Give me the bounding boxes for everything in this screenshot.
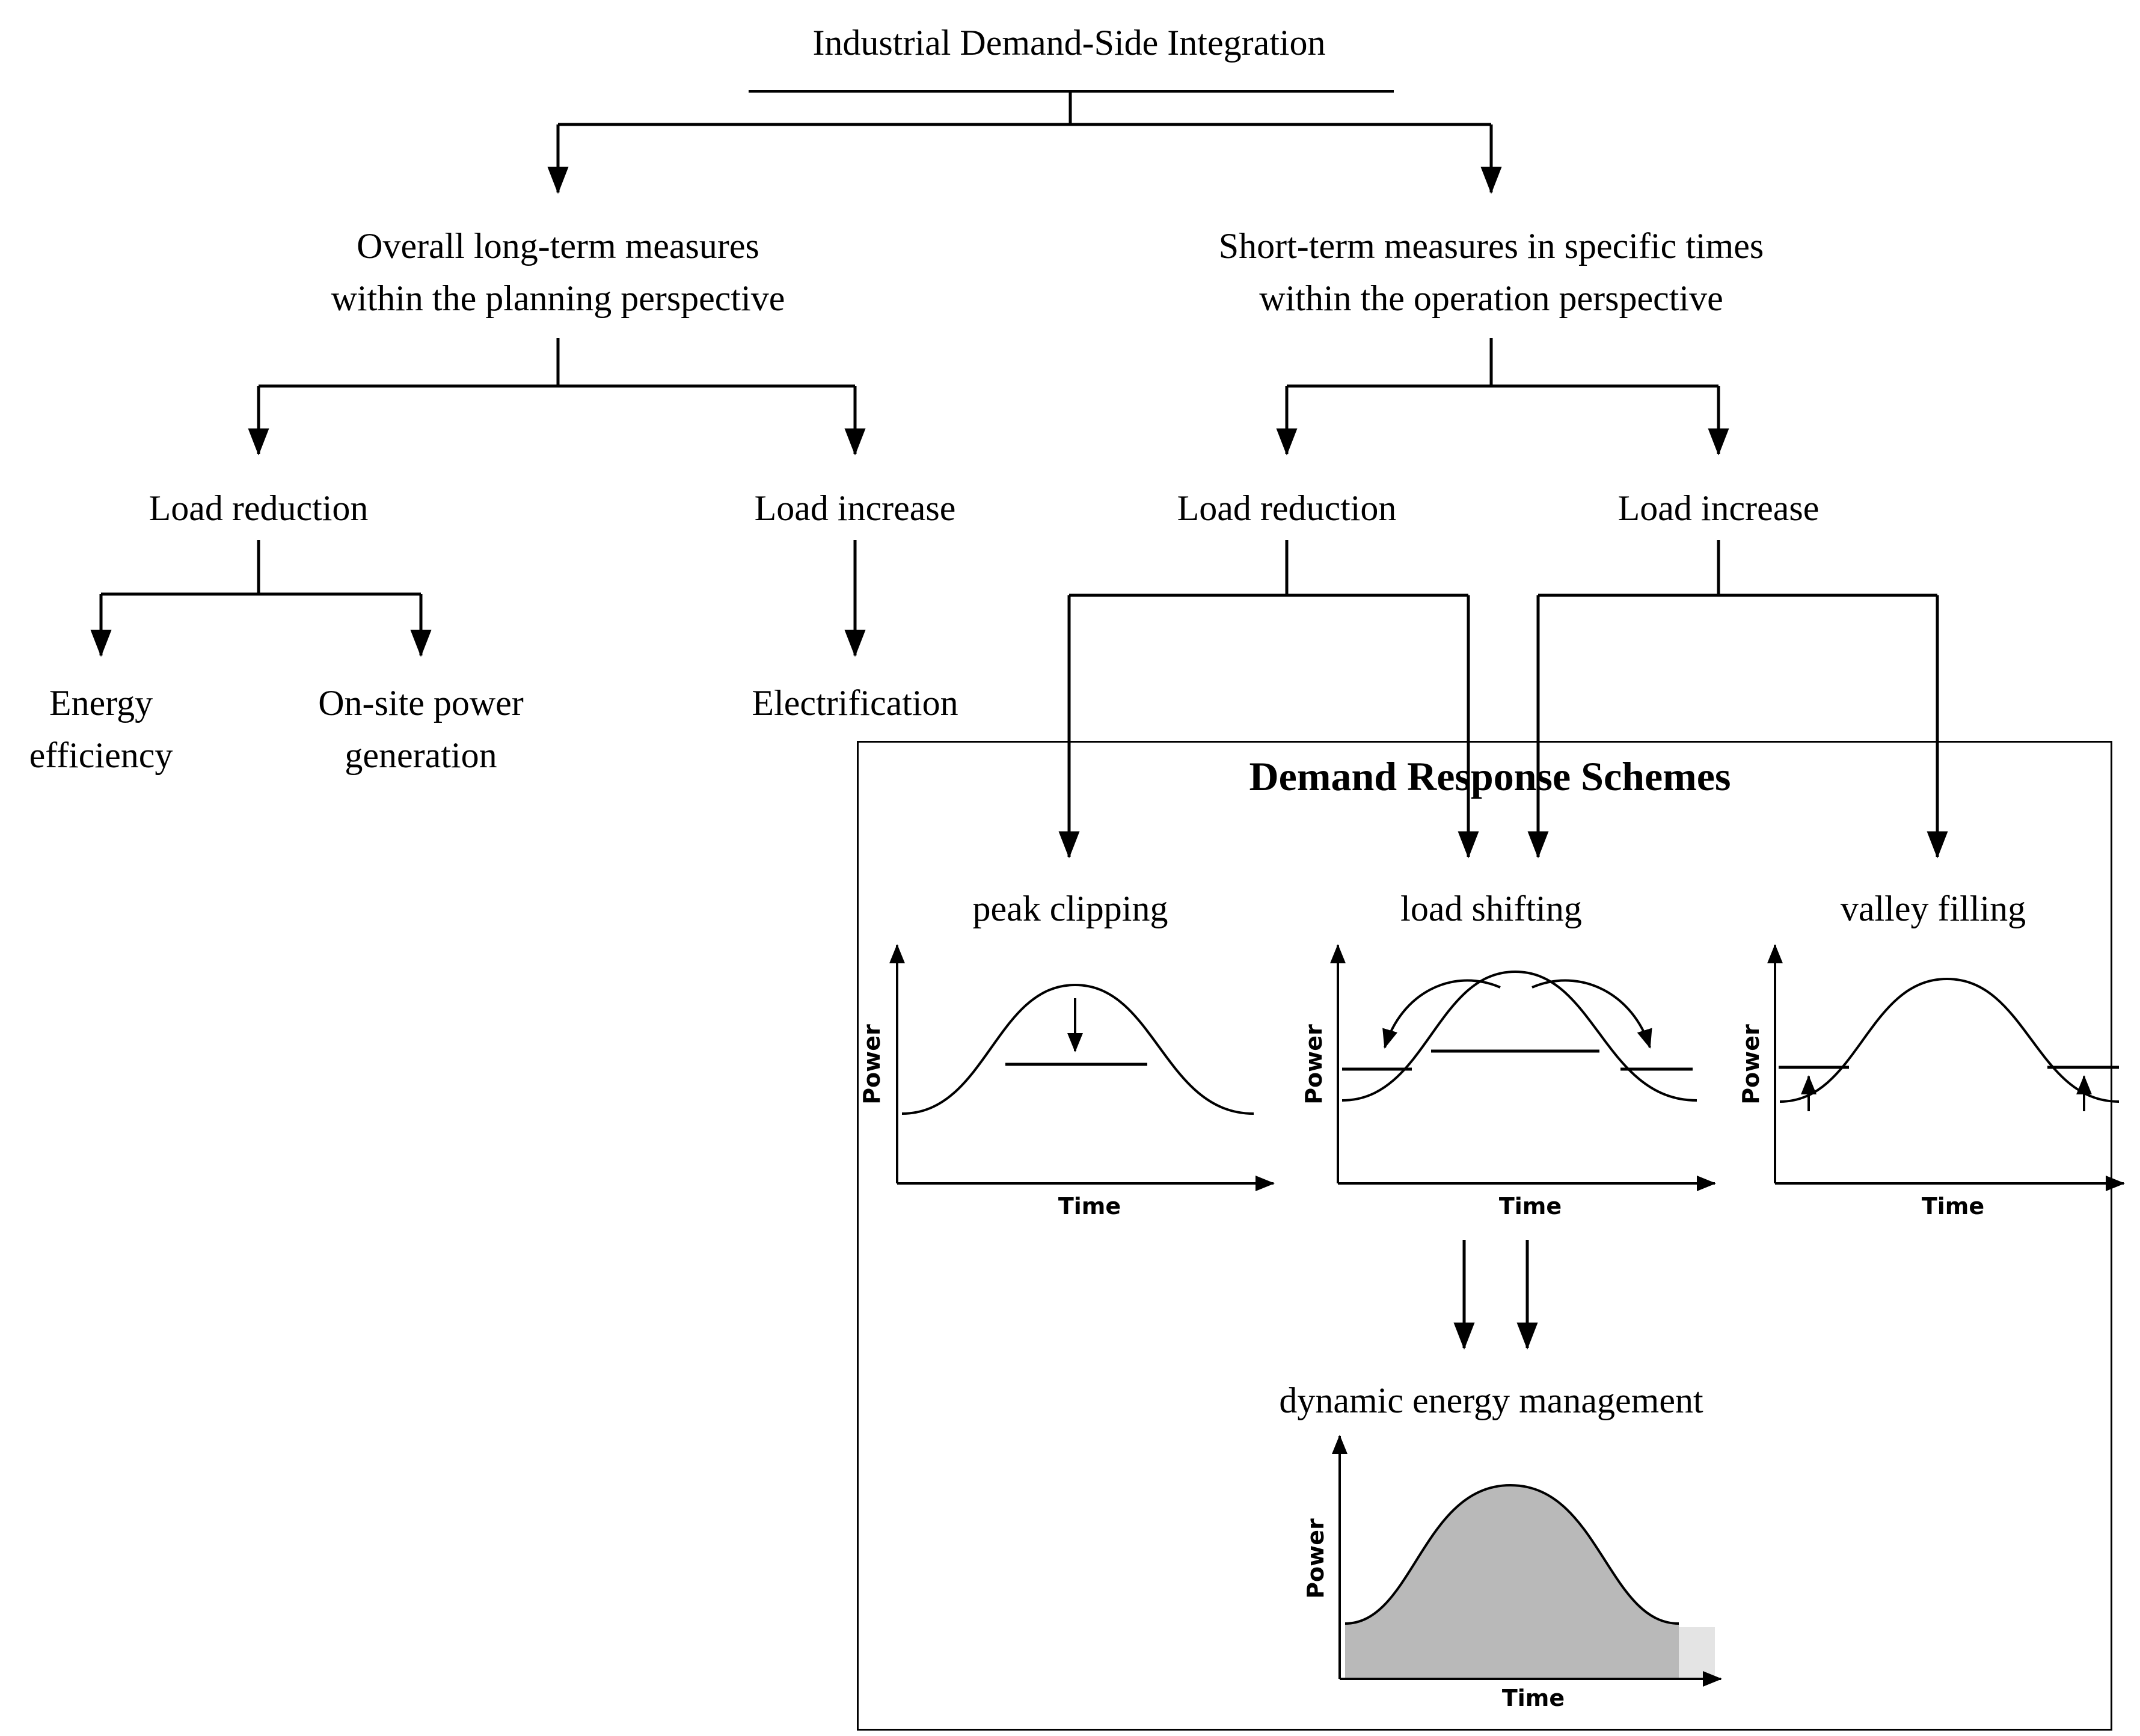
peak-clipping-chart — [897, 945, 1274, 1183]
left-load-increase-node: Load increase — [754, 488, 956, 528]
right-branch-heading-line1: Short-term measures in specific times — [1218, 226, 1764, 266]
left-branch-heading-line1: Overall long-term measures — [357, 226, 759, 266]
shift-right-arrow — [1532, 981, 1650, 1047]
left-branch-heading — [331, 220, 785, 325]
dynamic-chart-power-axis-label: Power — [1302, 1518, 1329, 1599]
valley-filling-chart — [1775, 945, 2124, 1183]
load-curve — [1780, 979, 2119, 1102]
shift-left-arrow — [1385, 981, 1500, 1047]
peak-clipping-time-axis-label: Time — [1058, 1193, 1121, 1219]
peak-clipping-power-axis-label: Power — [859, 1024, 885, 1105]
energy-efficiency-line2: efficiency — [29, 735, 173, 775]
load-curve — [1342, 972, 1697, 1100]
right-load-increase-node: Load increase — [1617, 488, 1820, 528]
right-load-reduction-node: Load reduction — [1177, 488, 1397, 528]
energy-efficiency-line1: Energy — [49, 683, 153, 723]
filled-load-curve — [1345, 1485, 1679, 1678]
dynamic-energy-chart — [1340, 1436, 1721, 1679]
dynamic-energy-management-label: dynamic energy management — [1279, 1381, 1703, 1420]
load-shifting-chart — [1338, 945, 1715, 1183]
onsite-generation-line2: generation — [345, 735, 497, 775]
load-shifting-power-axis-label: Power — [1301, 1024, 1327, 1105]
valley-filling-power-axis-label: Power — [1738, 1024, 1764, 1105]
electrification-node: Electrification — [752, 683, 958, 723]
load-curve — [902, 985, 1254, 1114]
dynamic-chart-time-axis-label: Time — [1501, 1685, 1565, 1711]
energy-efficiency-node — [29, 677, 173, 782]
valley-filling-time-axis-label: Time — [1921, 1193, 1985, 1219]
left-load-reduction-node: Load reduction — [149, 488, 369, 528]
left-branch-heading-line2: within the planning perspective — [331, 278, 785, 318]
onsite-generation-node — [318, 677, 524, 782]
load-shifting-time-axis-label: Time — [1498, 1193, 1562, 1219]
right-branch-heading-line2: within the operation perspective — [1259, 278, 1723, 318]
right-branch-heading — [1219, 220, 1764, 325]
diagram-title — [812, 17, 1325, 69]
demand-response-schemes-title: Demand Response Schemes — [1249, 753, 1731, 799]
diagram-title-text: Industrial Demand-Side Integration — [812, 23, 1326, 63]
filled-tail — [1679, 1627, 1715, 1678]
peak-clipping-label: peak clipping — [972, 889, 1168, 928]
valley-filling-label: valley filling — [1840, 889, 2026, 928]
load-shifting-label: load shifting — [1400, 889, 1582, 928]
onsite-generation-line1: On-site power — [318, 683, 524, 723]
